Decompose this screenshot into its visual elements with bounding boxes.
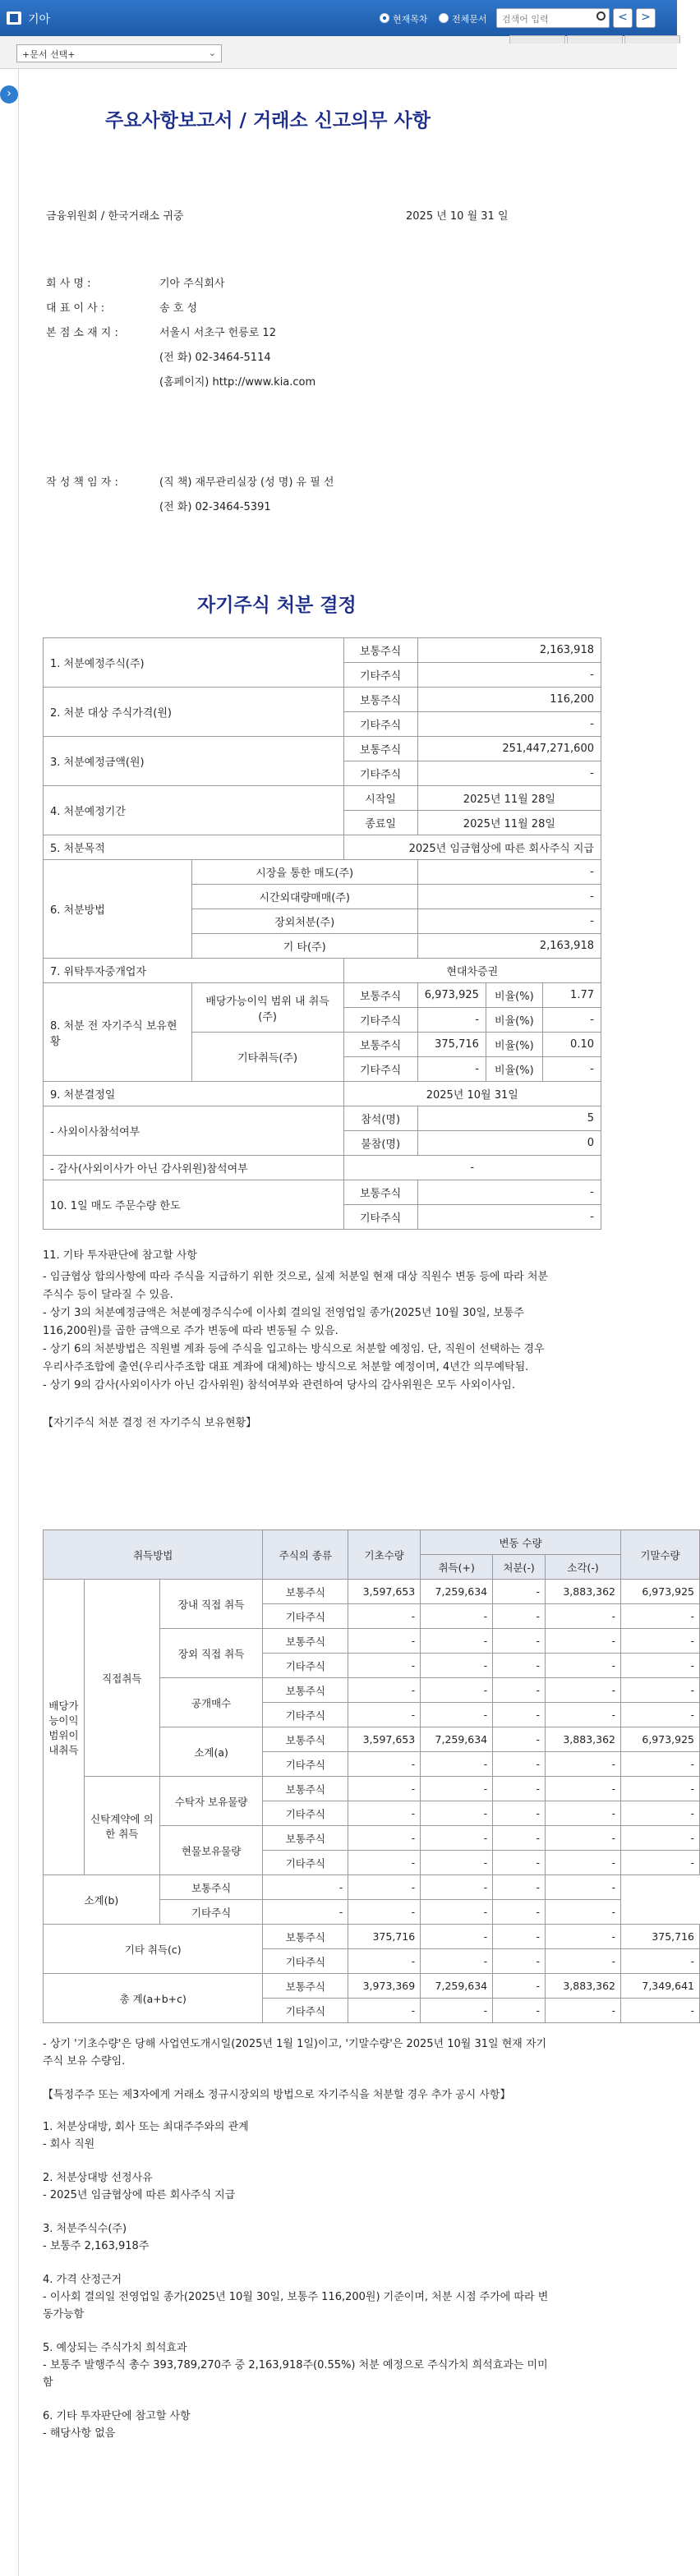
cell-value: 7,349,641 — [620, 1974, 699, 1999]
stock-kind: 기타주식 — [263, 1999, 348, 2023]
stock-kind: 보통주식 — [343, 983, 417, 1008]
cell-value: 3,973,369 — [348, 1974, 421, 1999]
cell-value: - — [620, 1801, 699, 1826]
cell-value: 2,163,918 — [417, 934, 601, 959]
cell-value: - — [348, 1900, 421, 1925]
stock-kind: 기타주식 — [263, 1604, 348, 1629]
ratio-label: 비율(%) — [486, 1008, 542, 1033]
method-label: 장외처분(주) — [191, 909, 417, 934]
cell-value: - — [620, 1678, 699, 1703]
cell-value: - — [348, 1678, 421, 1703]
stock-kind: 보통주식 — [263, 1826, 348, 1851]
sub-label: 현물보유물량 — [159, 1826, 263, 1875]
stock-kind: 보통주식 — [263, 1925, 348, 1949]
ceo-label: 대 표 이 사 : — [46, 302, 105, 315]
cell-value: 0 — [417, 1131, 601, 1156]
cell-value: 375,716 — [348, 1925, 421, 1949]
cell-value: - — [493, 1974, 546, 1999]
cell-value: - — [546, 1925, 621, 1949]
document-select-label: +문서 선택+ — [22, 49, 76, 60]
cell-value: - — [421, 1801, 493, 1826]
stock-kind: 기타주식 — [263, 1703, 348, 1727]
cell-value: - — [620, 1826, 699, 1851]
disclosure-question: 3. 처분주식수(주) — [43, 2223, 127, 2235]
stock-kind: 기타주식 — [263, 1949, 348, 1974]
report-title: 주요사항보고서 / 거래소 신고의무 사항 — [105, 109, 431, 131]
holding-type: 배당가능이익 범위 내 취득(주) — [191, 983, 343, 1033]
cell-value: - — [348, 1949, 421, 1974]
row-label: 3. 처분예정금액(원) — [44, 737, 344, 786]
row-label: 7. 위탁투자중개업자 — [44, 959, 344, 983]
section-title: 자기주식 처분 결정 — [197, 594, 357, 616]
table-row — [44, 1106, 601, 1131]
disclosure-question: 4. 가격 산정근거 — [43, 2274, 122, 2286]
cell-value: 3,883,362 — [546, 1727, 621, 1752]
cell-value: - — [493, 1851, 546, 1875]
cell-value: - — [421, 1604, 493, 1629]
cell-value: 7,259,634 — [421, 1727, 493, 1752]
cell-value: - — [620, 1949, 699, 1974]
cell-value: - — [493, 1826, 546, 1851]
table-row — [44, 1580, 700, 1604]
cell-value: - — [620, 1752, 699, 1777]
cell-value: - — [421, 1900, 493, 1925]
cell-value: - — [546, 1629, 621, 1654]
cell-value: - — [417, 1008, 486, 1033]
cell-value: 375,716 — [620, 1925, 699, 1949]
group-label: 직접취득 — [84, 1580, 159, 1777]
stock-kind: 보통주식 — [263, 1727, 348, 1752]
next-result-button[interactable]: > — [636, 8, 656, 28]
stock-kind: 보통주식 — [159, 1875, 263, 1900]
toolbar-tab-3[interactable] — [624, 35, 680, 44]
cell-value: - — [421, 1826, 493, 1851]
cell-value: - — [421, 1629, 493, 1654]
sub-label: 총 계(a+b+c) — [44, 1974, 263, 2023]
table-header-row — [44, 1530, 700, 1555]
chevron-down-icon: ⌄ — [208, 48, 216, 58]
stock-kind: 기타주식 — [263, 1752, 348, 1777]
cell-value: - — [417, 712, 601, 737]
cell-value: - — [421, 1875, 493, 1900]
method-label: 시장을 통한 매도(주) — [191, 860, 417, 885]
notes-section — [43, 1247, 552, 1433]
cell-value: - — [417, 1205, 601, 1230]
cell-value: - — [348, 1752, 421, 1777]
cell-value: - — [546, 1678, 621, 1703]
cell-value: - — [493, 1629, 546, 1654]
author-label: 작 성 책 임 자 : — [46, 476, 118, 489]
company-label: 회 사 명 : — [46, 278, 91, 290]
cell-value: - — [421, 1777, 493, 1801]
absent-label: 불참(명) — [343, 1131, 417, 1156]
cell-value: - — [263, 1900, 348, 1925]
group-label: 배당가능이익범위이내취득 — [44, 1580, 85, 1875]
header-change: 변동 수량 — [421, 1530, 621, 1555]
cell-value: - — [620, 1851, 699, 1875]
cell-value: - — [421, 1851, 493, 1875]
table-row — [44, 1156, 601, 1180]
cell-value: 2025년 11월 28일 — [417, 786, 601, 811]
cell-value: - — [348, 1703, 421, 1727]
stock-kind: 기타주식 — [263, 1851, 348, 1875]
ceo-value: 송 호 성 — [159, 302, 197, 315]
disclosure-question: 5. 예상되는 주식가치 희석효과 — [43, 2342, 187, 2354]
cell-value: - — [348, 1851, 421, 1875]
sub-label: 기타 취득(c) — [44, 1925, 263, 1974]
cell-value: 3,597,653 — [348, 1727, 421, 1752]
cell-value: - — [343, 1156, 601, 1180]
cell-value: - — [417, 663, 601, 688]
cell-value: - — [421, 1925, 493, 1949]
stock-kind: 보통주식 — [343, 1180, 417, 1205]
cell-value: - — [417, 1180, 601, 1205]
disposal-decision-table — [43, 637, 601, 1230]
period-end-label: 종료일 — [343, 811, 417, 835]
stock-kind: 기타주식 — [159, 1900, 263, 1925]
cell-value: 375,716 — [417, 1033, 486, 1057]
stock-kind: 기타주식 — [343, 761, 417, 786]
header-method: 취득방법 — [44, 1530, 263, 1580]
cell-value: 2025년 10월 31일 — [343, 1082, 601, 1106]
cell-value: - — [421, 1999, 493, 2023]
sub-label: 장내 직접 취득 — [159, 1580, 263, 1629]
radio-current-toc-label[interactable]: 현재목차 — [393, 14, 428, 25]
table-row — [44, 786, 601, 811]
notes-heading: 11. 기타 투자판단에 참고할 사항 — [43, 1249, 197, 1262]
note-paragraph: - 상기 9의 감사(사외이사가 아닌 감사위원) 참석여부와 관련하여 당사의 감사위원은 모두 사외이사임. — [43, 1379, 516, 1392]
cell-value: - — [348, 1629, 421, 1654]
cell-value: - — [620, 1703, 699, 1727]
cell-value: - — [546, 1801, 621, 1826]
cell-value: - — [620, 1629, 699, 1654]
cell-value: - — [546, 1777, 621, 1801]
cell-value: 6,973,925 — [620, 1580, 699, 1604]
cell-value: - — [348, 1999, 421, 2023]
cell-value: - — [493, 1900, 546, 1925]
table-row — [44, 983, 601, 1008]
cell-value: - — [417, 761, 601, 786]
disclosure-question: 6. 기타 투자판단에 참고할 사항 — [43, 2410, 191, 2422]
method-label: 시간외대량매매(주) — [191, 885, 417, 909]
stock-kind: 기타주식 — [263, 1801, 348, 1826]
period-start-label: 시작일 — [343, 786, 417, 811]
radio-whole-document[interactable] — [439, 13, 449, 23]
sub-label: 수탁자 보유물량 — [159, 1777, 263, 1826]
cell-value: - — [348, 1654, 421, 1678]
cell-value: - — [348, 1801, 421, 1826]
stock-kind: 기타주식 — [343, 1057, 417, 1082]
cell-value: - — [417, 860, 601, 885]
sidebar-divider — [18, 69, 19, 2576]
cell-value: - — [546, 1875, 621, 1900]
note-paragraph: - 상기 3의 처분예정금액은 처분예정주식수에 이사회 결의일 전영업일 종가(2025년 10월 30일, 보통주 116,200원)를 곱한 금액으로 주가 변동에 따라 변동될 수 있음. — [43, 1307, 524, 1337]
cell-value: - — [348, 1604, 421, 1629]
cell-value: - — [620, 1999, 699, 2023]
table-row — [44, 1180, 601, 1205]
company-value: 기아 주식회사 — [159, 278, 225, 290]
cell-value: - — [421, 1678, 493, 1703]
header-cancelled: 소각(-) — [546, 1555, 621, 1580]
address-label: 본 점 소 재 지 : — [46, 327, 118, 339]
row-label: 6. 처분방법 — [44, 860, 192, 959]
header-disposed: 처분(-) — [493, 1555, 546, 1580]
stock-kind: 기타주식 — [343, 712, 417, 737]
address-value: 서울시 서초구 헌릉로 12 — [159, 327, 276, 339]
cell-value: 2025년 11월 28일 — [417, 811, 601, 835]
stock-kind: 기타주식 — [343, 663, 417, 688]
cell-value: - — [493, 1654, 546, 1678]
cell-value: - — [493, 1875, 546, 1900]
cell-value: - — [263, 1875, 348, 1900]
row-label: 2. 처분 대상 주식가격(원) — [44, 688, 344, 737]
cell-value: 3,883,362 — [546, 1974, 621, 1999]
cell-value: 5 — [417, 1106, 601, 1131]
disclosure-answer: - 보통주 2,163,918주 — [43, 2240, 150, 2252]
cell-value: 1.77 — [542, 983, 601, 1008]
cell-value: 2025년 임금협상에 따른 회사주식 지급 — [343, 835, 601, 860]
sub-label: 공개매수 — [159, 1678, 263, 1727]
cell-value: - — [493, 1777, 546, 1801]
cell-value: 현대차증권 — [343, 959, 601, 983]
row-label: 4. 처분예정기간 — [44, 786, 344, 835]
stock-kind: 보통주식 — [343, 688, 417, 712]
toggle-sidebar-button[interactable]: › — [0, 85, 18, 104]
cell-value: - — [348, 1777, 421, 1801]
author-value: (직 책) 재무관리실장 (성 명) 유 필 선 — [159, 476, 334, 489]
table-row — [44, 1777, 700, 1801]
cell-value: - — [546, 1900, 621, 1925]
cell-value: - — [493, 1949, 546, 1974]
document-select[interactable] — [16, 44, 222, 62]
phone-main: (전 화) 02-3464-5114 — [159, 352, 271, 364]
stock-kind: 기타주식 — [343, 1205, 417, 1230]
disclosure-answer: - 보통주 발행주식 총수 393,789,270주 중 2,163,918주(0.55%) 처분 예정으로 주식가치 희석효과는 미미함 — [43, 2359, 548, 2389]
cell-value: - — [493, 1752, 546, 1777]
radio-whole-document-label[interactable]: 전체문서 — [452, 14, 487, 25]
sub-label: 장외 직접 취득 — [159, 1629, 263, 1678]
table-row — [44, 638, 601, 663]
cell-value: - — [493, 1727, 546, 1752]
stock-kind: 보통주식 — [263, 1678, 348, 1703]
cell-value: 251,447,271,600 — [417, 737, 601, 761]
stock-kind: 보통주식 — [263, 1974, 348, 1999]
top-bar — [0, 0, 677, 36]
cell-value: - — [546, 1604, 621, 1629]
attend-label: 참석(명) — [343, 1106, 417, 1131]
disclosure-answer: - 해당사항 없음 — [43, 2427, 116, 2440]
cell-value: - — [421, 1752, 493, 1777]
holdings-title: 【자기주식 처분 결정 전 자기주식 보유현황】 — [43, 1417, 257, 1429]
author-phone: (전 화) 02-3464-5391 — [159, 501, 271, 513]
stock-kind: 보통주식 — [263, 1629, 348, 1654]
cell-value: 3,597,653 — [348, 1580, 421, 1604]
cell-value: 7,259,634 — [421, 1580, 493, 1604]
header-acquired: 취득(+) — [421, 1555, 493, 1580]
table-row — [44, 835, 601, 860]
header-kind: 주식의 종류 — [263, 1530, 348, 1580]
homepage: (홈페이지) http://www.kia.com — [159, 376, 316, 389]
cell-value: - — [546, 1752, 621, 1777]
treasury-holdings-table — [43, 1530, 700, 2023]
cell-value: - — [620, 1654, 699, 1678]
stock-kind: 기타주식 — [343, 1008, 417, 1033]
table-row — [44, 688, 601, 712]
header-end: 기말수량 — [620, 1530, 699, 1580]
cell-value: - — [546, 1999, 621, 2023]
cell-value: - — [542, 1057, 601, 1082]
row-label: - 감사(사외이사가 아닌 감사위원)참석여부 — [44, 1156, 344, 1180]
additional-disclosure — [43, 2036, 552, 2442]
recipient: 금융위원회 / 한국거래소 귀중 — [46, 210, 184, 223]
cell-value: - — [546, 1851, 621, 1875]
row-label: 10. 1일 매도 주문수량 한도 — [44, 1180, 344, 1230]
document-icon — [7, 12, 21, 25]
cell-value: - — [421, 1703, 493, 1727]
cell-value: - — [546, 1826, 621, 1851]
table-row — [44, 959, 601, 983]
cell-value: 6,973,925 — [417, 983, 486, 1008]
search-icon[interactable] — [596, 12, 606, 21]
cell-value: 0.10 — [542, 1033, 601, 1057]
disclosure-answer: - 회사 직원 — [43, 2138, 95, 2150]
stock-kind: 보통주식 — [343, 638, 417, 663]
table-row — [44, 1974, 700, 1999]
note-paragraph: - 임금협상 합의사항에 따라 주식을 지급하기 위한 것으로, 실제 처분일 현재 대상 직원수 변동 등에 따라 처분 주식수 등이 달라질 수 있음. — [43, 1271, 548, 1301]
table-row — [44, 1925, 700, 1949]
disclosure-answer: - 2025년 임금협상에 따른 회사주식 지급 — [43, 2189, 236, 2201]
row-label: 9. 처분결정일 — [44, 1082, 344, 1106]
stock-kind: 보통주식 — [343, 1033, 417, 1057]
note-paragraph: - 상기 6의 처분방법은 직원별 계좌 등에 주식을 입고하는 방식으로 처분할 예정임. 단, 직원이 선택하는 경우 우리사주조합에 출연(우리사주조합 대표 계좌에 대체)하는 방식으로 처분할 예정이며, 4년간 의무예탁됨. — [43, 1343, 545, 1373]
stock-kind: 보통주식 — [263, 1580, 348, 1604]
cell-value: 6,973,925 — [620, 1727, 699, 1752]
sub-label: 소계(b) — [44, 1875, 160, 1925]
stock-kind: 기타주식 — [263, 1654, 348, 1678]
stock-kind: 보통주식 — [263, 1777, 348, 1801]
radio-current-toc[interactable] — [380, 13, 389, 23]
toolbar-tab-1[interactable] — [509, 35, 565, 44]
cell-value: - — [493, 1604, 546, 1629]
cell-value: - — [493, 1580, 546, 1604]
stock-kind: 보통주식 — [343, 737, 417, 761]
cell-value: - — [417, 885, 601, 909]
report-date: 2025 년 10 월 31 일 — [406, 210, 509, 223]
cell-value: 7,259,634 — [421, 1974, 493, 1999]
cell-value: 2,163,918 — [417, 638, 601, 663]
cell-value: - — [493, 1801, 546, 1826]
note-paragraph: 【특정주주 또는 제3자에게 거래소 정규시장외의 방법으로 자기주식을 처분할 경우 추가 공시 사항】 — [43, 2089, 511, 2101]
cell-value: - — [421, 1654, 493, 1678]
cell-value: - — [417, 909, 601, 934]
cell-value: - — [421, 1949, 493, 1974]
company-name: 기아 — [28, 13, 51, 26]
cell-value: 3,883,362 — [546, 1580, 621, 1604]
search-input[interactable]: 검색어 입력 — [496, 8, 610, 28]
cell-value: - — [493, 1678, 546, 1703]
cell-value: - — [546, 1654, 621, 1678]
disclosure-question: 1. 처분상대방, 회사 또는 최대주주와의 관계 — [43, 2121, 249, 2133]
cell-value: - — [546, 1949, 621, 1974]
ratio-label: 비율(%) — [486, 983, 542, 1008]
row-label: 5. 처분목적 — [44, 835, 344, 860]
toolbar-tab-2[interactable] — [567, 35, 623, 44]
note-paragraph: - 상기 '기초수량'은 당해 사업연도개시일(2025년 1월 1일)이고, '기말수량'은 2025년 10월 31일 현재 자기주식 보유 수량임. — [43, 2038, 547, 2068]
group-label: 신탁계약에 의한 취득 — [84, 1777, 159, 1875]
row-label: - 사외이사참석여부 — [44, 1106, 344, 1156]
sub-label: 소계(a) — [159, 1727, 263, 1777]
table-row — [44, 1875, 700, 1900]
header-begin: 기초수량 — [348, 1530, 421, 1580]
row-label: 8. 처분 전 자기주식 보유현황 — [44, 983, 192, 1082]
cell-value: - — [493, 1999, 546, 2023]
method-label: 기 타(주) — [191, 934, 417, 959]
cell-value: - — [348, 1826, 421, 1851]
cell-value: - — [542, 1008, 601, 1033]
table-row — [44, 860, 601, 885]
cell-value: 116,200 — [417, 688, 601, 712]
disclosure-question: 2. 처분상대방 선정사유 — [43, 2172, 153, 2184]
row-label: 1. 처분예정주식(주) — [44, 638, 344, 688]
disclosure-answer: - 이사회 결의일 전영업일 종가(2025년 10월 30일, 보통주 116,200원) 기준이며, 처분 시점 주가에 따라 변동가능함 — [43, 2291, 549, 2321]
cell-value: - — [493, 1925, 546, 1949]
ratio-label: 비율(%) — [486, 1033, 542, 1057]
cell-value: - — [417, 1057, 486, 1082]
cell-value: - — [493, 1703, 546, 1727]
holding-type: 기타취득(주) — [191, 1033, 343, 1082]
cell-value: - — [546, 1703, 621, 1727]
cell-value: - — [620, 1777, 699, 1801]
cell-value: - — [348, 1875, 421, 1900]
prev-result-button[interactable]: < — [613, 8, 633, 28]
table-row — [44, 1082, 601, 1106]
table-row — [44, 737, 601, 761]
cell-value: - — [620, 1604, 699, 1629]
ratio-label: 비율(%) — [486, 1057, 542, 1082]
